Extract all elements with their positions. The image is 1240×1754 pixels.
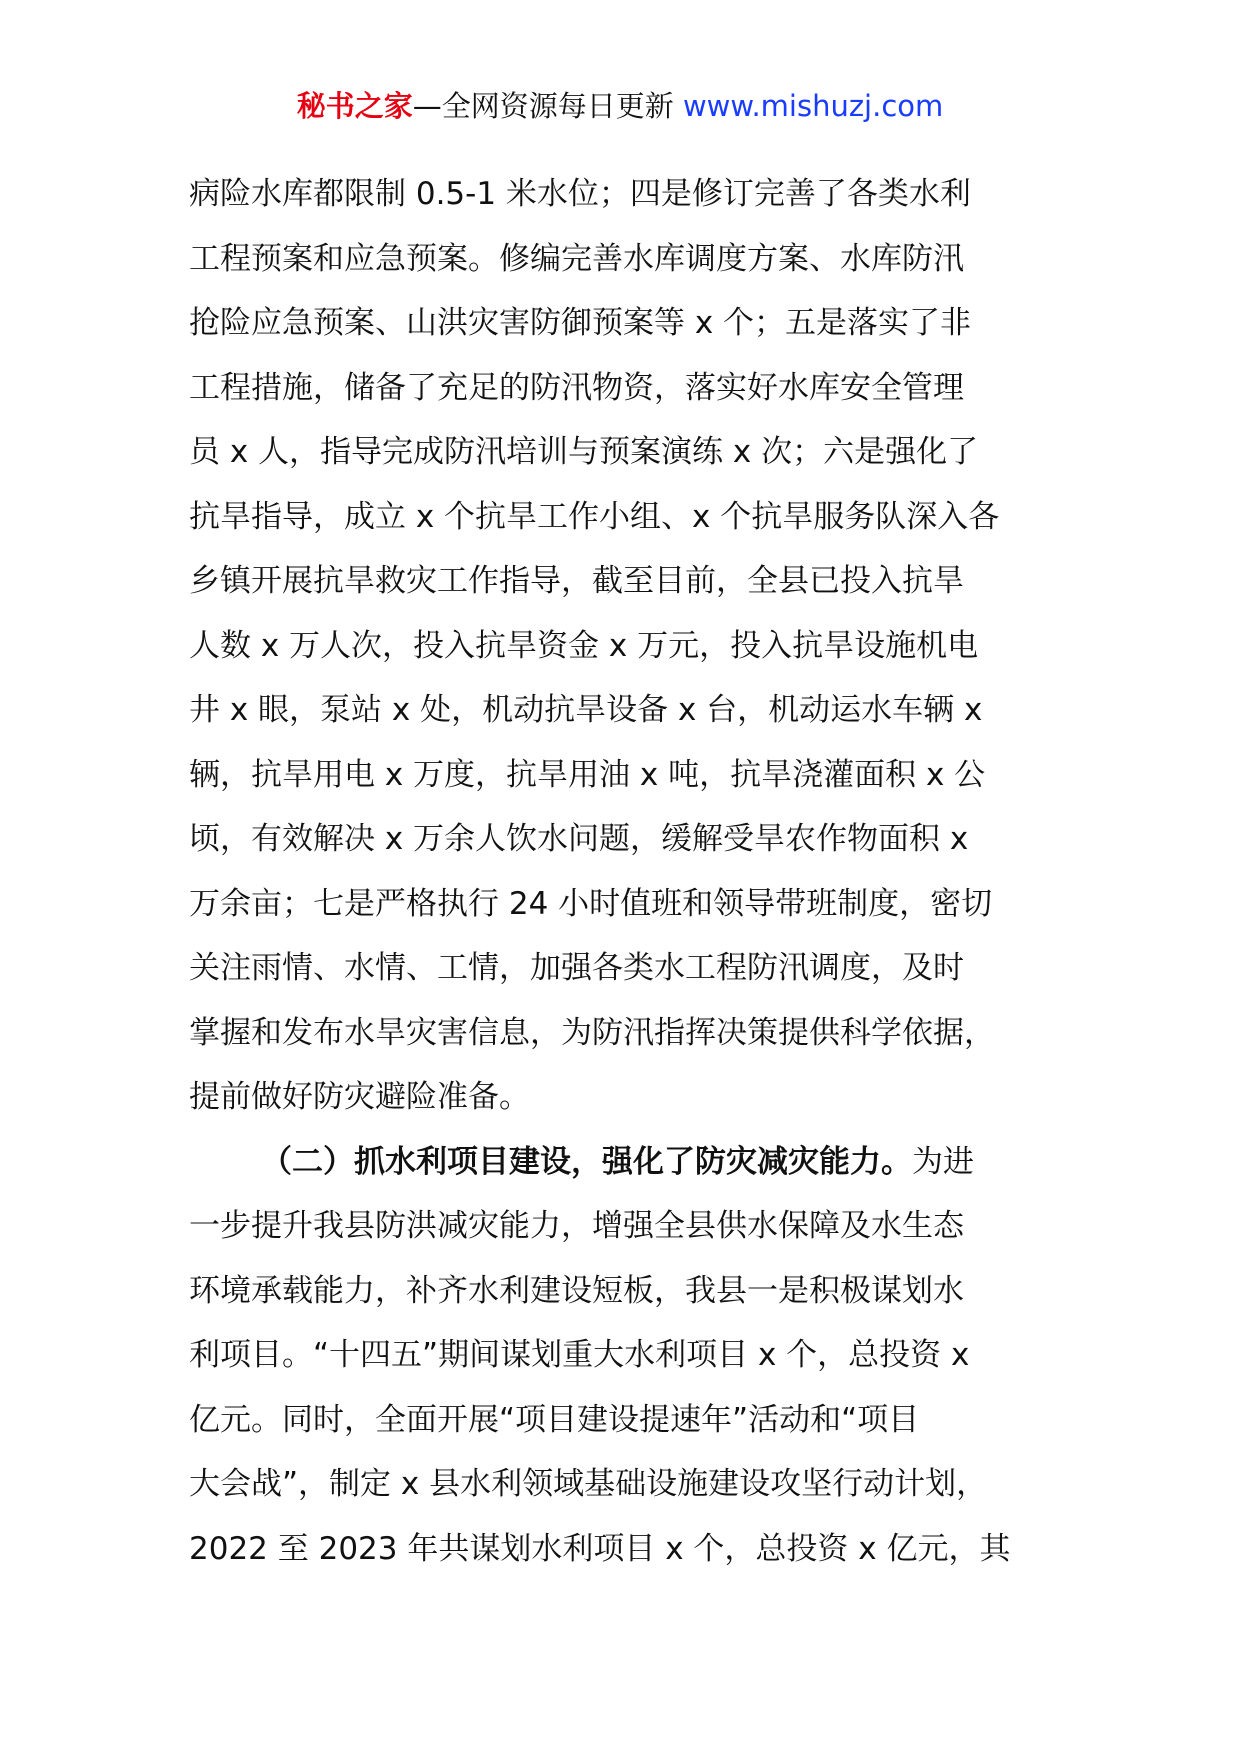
section-heading: （二）抓水利项目建设，强化了防灾减灾能力。 [261, 1143, 912, 1180]
text-line: 万余亩；七是严格执行 24 小时值班和领导带班制度，密切 [189, 885, 993, 922]
text-line: 工程措施，储备了充足的防汛物资，落实好水库安全管理 [189, 369, 964, 406]
text-line: 一步提升我县防洪减灾能力，增强全县供水保障及水生态 [189, 1208, 964, 1244]
text-line: 提前做好防灾避险准备。 [189, 1079, 530, 1115]
page-header [0, 86, 1240, 126]
text-line: 关注雨情、水情、工情，加强各类水工程防汛调度，及时 [189, 950, 964, 986]
text-line: 掌握和发布水旱灾害信息，为防汛指挥决策提供科学依据， [189, 1014, 995, 1051]
header-brand: 秘书之家 [296, 89, 413, 123]
text-line: 顷，有效解决 x 万余人饮水问题，缓解受旱农作物面积 x [189, 821, 969, 857]
text-line: 辆，抗旱用电 x 万度，抗旱用油 x 吨，抗旱浇灌面积 x 公 [189, 756, 986, 793]
text-line: 大会战”，制定 x 县水利领域基础设施建设攻坚行动计划， [189, 1466, 988, 1502]
text-line: 井 x 眼，泵站 x 处，机动抗旱设备 x 台，机动运水车辆 x [189, 692, 983, 728]
text-line: 抢险应急预案、山洪灾害防御预案等 x 个；五是落实了非 [189, 305, 972, 341]
text-line: 环境承载能力，补齐水利建设短板，我县一是积极谋划水 [189, 1272, 964, 1309]
section-heading-rest: 为进 [912, 1143, 974, 1180]
text-line: 利项目。“十四五”期间谋划重大水利项目 x 个，总投资 x [189, 1337, 970, 1373]
header-url-link[interactable]: www.mishuzj.com [682, 89, 944, 123]
text-line: 亿元。同时，全面开展“项目建设提速年”活动和“项目 [189, 1401, 920, 1438]
text-line: 病险水库都限制 0.5-1 米水位；四是修订完善了各类水利 [189, 176, 971, 212]
text-line: 员 x 人，指导完成防汛培训与预案演练 x 次；六是强化了 [189, 434, 979, 470]
header-tagline: —全网资源每日更新 [412, 89, 674, 123]
text-line: 人数 x 万人次，投入抗旱资金 x 万元，投入抗旱设施机电 [189, 627, 979, 664]
section-heading-line [189, 1130, 1059, 1195]
text-line: 乡镇开展抗旱救灾工作指导，截至目前，全县已投入抗旱 [189, 563, 964, 599]
text-line: 抗旱指导，成立 x 个抗旱工作小组、x 个抗旱服务队深入各 [189, 498, 1000, 535]
text-line: 工程预案和应急预案。修编完善水库调度方案、水库防汛 [189, 240, 964, 277]
text-line: 2022 至 2023 年共谋划水利项目 x 个，总投资 x 亿元，其 [189, 1530, 1011, 1567]
document-body [189, 162, 1059, 1581]
